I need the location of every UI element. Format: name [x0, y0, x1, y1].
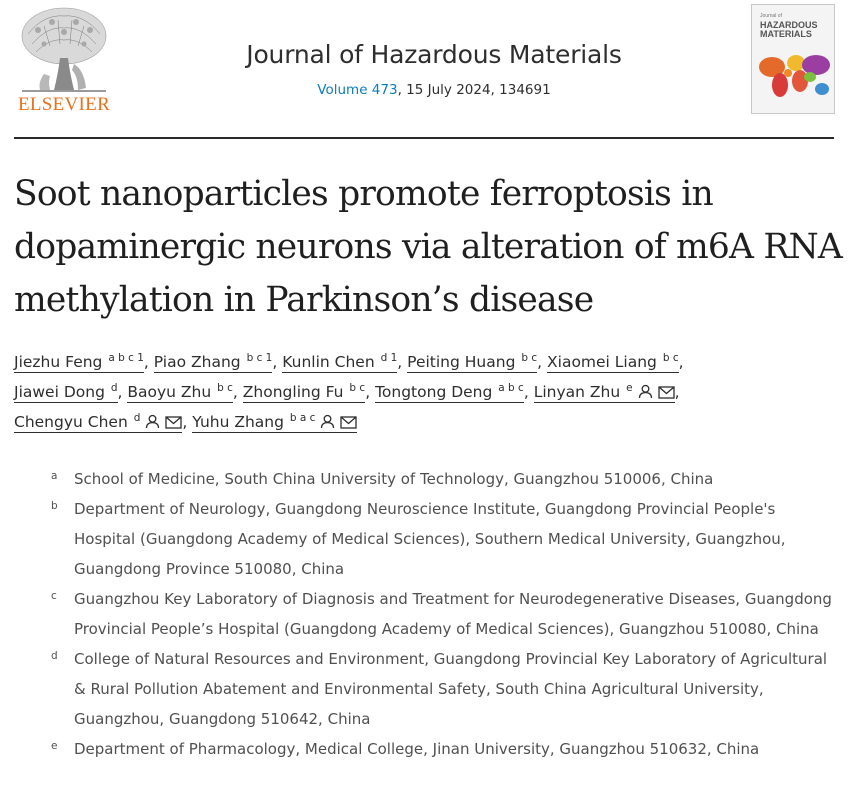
author-affiliation-refs: a b c 1: [108, 352, 144, 364]
affiliation-label: b: [51, 500, 58, 512]
author-name: Kunlin Chen: [282, 353, 375, 371]
affiliation-list: [0, 464, 850, 764]
journal-cover-thumbnail[interactable]: [751, 4, 835, 114]
affiliation-text: Department of Pharmacology, Medical College, Jinan University, Guangzhou 510632, China: [74, 740, 760, 758]
author-baoyu-zhu[interactable]: [127, 383, 233, 403]
journal-title[interactable]: Journal of Hazardous Materials: [246, 40, 622, 69]
affiliation-d: [0, 644, 840, 734]
volume-link[interactable]: Volume 473: [317, 82, 398, 98]
author-chengyu-chen[interactable]: [14, 413, 182, 433]
affiliation-label: d: [51, 650, 58, 662]
header-divider: [14, 137, 834, 139]
affiliation-a: [0, 464, 840, 494]
author-name: Zhongling Fu: [242, 383, 344, 401]
author-name: Jiezhu Feng: [14, 353, 103, 371]
author-piao-zhang[interactable]: [154, 353, 273, 373]
affiliation-text: College of Natural Resources and Environment, Guangdong Provincial Key Laboratory of Agricultural & Rural Pollution Abatement and Environmental Safety, South China Agricultural University, Guangzhou, Guangdong 510642, China: [74, 650, 828, 728]
author-name: Linyan Zhu: [533, 383, 621, 401]
author-yuhu-zhang[interactable]: [192, 413, 357, 433]
affiliation-label: e: [51, 740, 58, 752]
person-icon[interactable]: [638, 384, 653, 399]
cover-artwork: [752, 5, 834, 113]
author-zhongling-fu[interactable]: [243, 383, 365, 403]
author-name: Piao Zhang: [153, 353, 241, 371]
author-affiliation-refs: d 1: [380, 352, 398, 364]
affiliation-c: [0, 584, 840, 644]
author-kunlin-chen[interactable]: [282, 353, 397, 373]
cover-journal-of: Journal of: [760, 13, 782, 19]
affiliation-text: School of Medicine, South China University of Technology, Guangzhou 510006, China: [74, 470, 714, 488]
author-name: Jiawei Dong: [14, 383, 105, 401]
author-name: Baoyu Zhu: [127, 383, 212, 401]
author-affiliation-refs: b c: [349, 382, 366, 394]
author-affiliation-refs: a b c: [498, 382, 524, 394]
author-affiliation-refs: d: [133, 412, 141, 424]
author-affiliation-refs: b c: [521, 352, 538, 364]
author-name: Chengyu Chen: [14, 413, 128, 431]
person-icon[interactable]: [145, 414, 160, 429]
author-affiliation-refs: b c: [217, 382, 233, 394]
issue-date-and-article-number: , 15 July 2024, 134691: [397, 82, 551, 98]
affiliation-label: c: [51, 590, 57, 602]
cover-hazardous: HAZARDOUS: [760, 20, 818, 30]
journal-header: [0, 0, 850, 138]
person-icon[interactable]: [320, 414, 335, 429]
journal-issue-info: [160, 82, 708, 98]
cover-materials: MATERIALS: [760, 29, 812, 39]
author-xiaomei-liang[interactable]: [547, 353, 679, 373]
affiliation-label: a: [51, 470, 58, 482]
author-affiliation-refs: e: [626, 382, 633, 394]
affiliation-text: Department of Neurology, Guangdong Neuroscience Institute, Guangdong Provincial People's Hospital (Guangdong Academy of Medical Sciences), Southern Medical University, Guangzhou, Guangdong Province 510080, China: [74, 500, 786, 578]
author-list: Jiezhu Feng $^{a b c 1}$, Piao Zhang $^{b c 1}$, Kunlin Chen $^{d 1}$, Peiting Huang $^{b c}$, Xiaomei Liang $^{b c}$, Jiawei Dong $^d$, Baoyu Zhu $^{b c}$, Zhongling Fu $^{b c}$, Tongtong Deng $^{a b c}$, Linyan Zhu $^e$ , Chengyu Chen $^d$ , Yuhu Zhang $^{b a c}$: [14, 352, 684, 431]
author-affiliation-refs: d: [110, 382, 118, 394]
envelope-icon[interactable]: [340, 416, 357, 429]
author-jiawei-dong[interactable]: [14, 383, 118, 403]
affiliation-b: [0, 494, 840, 584]
author-affiliation-refs: b c 1: [246, 352, 273, 364]
author-name: Tongtong Deng: [375, 383, 493, 401]
author-jiezhu-feng[interactable]: [14, 353, 144, 373]
author-affiliation-refs: b a c: [289, 412, 316, 424]
affiliation-e: [0, 734, 840, 764]
envelope-icon[interactable]: [165, 416, 182, 429]
author-peiting-huang[interactable]: [407, 353, 537, 373]
author-name: Xiaomei Liang: [547, 353, 657, 371]
publisher-name: ELSEVIER: [17, 94, 111, 115]
author-name: Yuhu Zhang: [192, 413, 284, 431]
author-linyan-zhu[interactable]: [534, 383, 675, 403]
author-affiliation-refs: b c: [662, 352, 679, 364]
article-title: Soot nanoparticles promote ferroptosis in dopaminergic neurons via alteration of m6A RNA methylation in Parkinson’s disease: [14, 174, 842, 320]
affiliation-text: Guangzhou Key Laboratory of Diagnosis and Treatment for Neurodegenerative Diseases, Guangdong Provincial People’s Hospital (Guangdong Academy of Medical Sciences), Guangzhou 510080, China: [74, 590, 832, 638]
author-name: Peiting Huang: [407, 353, 516, 371]
author-tongtong-deng[interactable]: [375, 383, 524, 403]
envelope-icon[interactable]: [658, 386, 675, 399]
